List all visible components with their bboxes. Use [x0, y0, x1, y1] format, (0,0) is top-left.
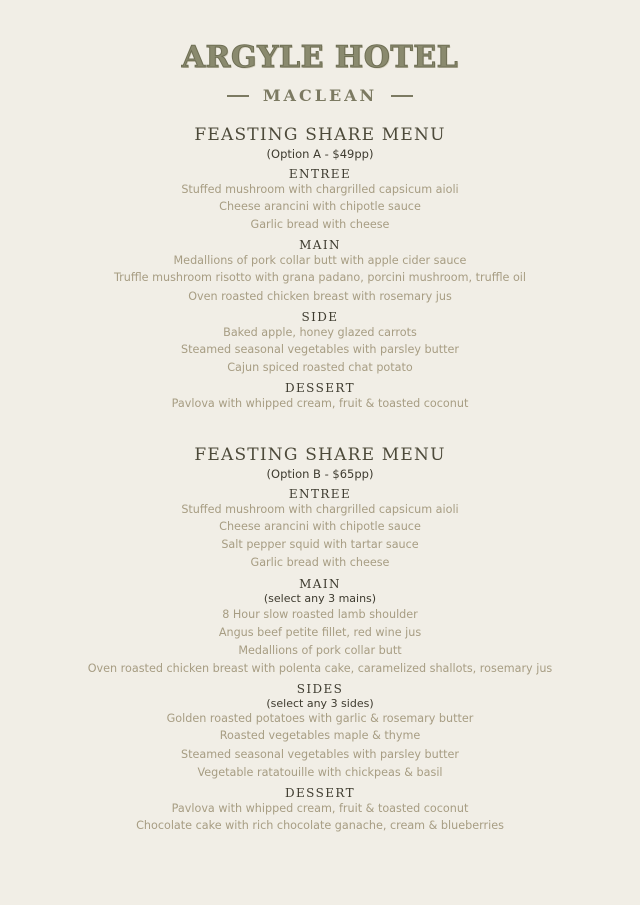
- menu-price: (Option A - $49pp): [266, 147, 374, 161]
- menu-item: Cajun spiced roasted chat potato: [227, 360, 413, 374]
- menu-option-a: [0, 124, 640, 412]
- menu-title: FEASTING SHARE MENU: [194, 125, 446, 145]
- menu-item: Stuffed mushroom with chargrilled capsicum aioli: [181, 183, 459, 196]
- menu-item: Medallions of pork collar butt: [238, 643, 402, 657]
- section-heading-entree: ENTREE: [288, 487, 352, 501]
- menu-item: Garlic bread with cheese: [250, 218, 390, 232]
- section-heading-side: SIDE: [301, 309, 339, 324]
- menu-item: Steamed seasonal vegetables with parsley butter: [180, 342, 460, 356]
- menu-item: Salt pepper squid with tartar sauce: [221, 538, 419, 552]
- menu-item: Steamed seasonal vegetables with parsley butter: [180, 747, 460, 761]
- right-rule: [391, 95, 413, 97]
- section-note: (select any 3 sides): [266, 697, 374, 711]
- menu-item: Angus beef petite fillet, red wine jus: [218, 625, 422, 639]
- left-rule: [227, 95, 249, 97]
- menu-item: Oven roasted chicken breast with rosemary jus: [188, 289, 452, 303]
- menu-item: 8 Hour slow roasted lamb shoulder: [222, 607, 418, 621]
- menu-item: Roasted vegetables maple & thyme: [219, 729, 421, 743]
- menu-item: Stuffed mushroom with chargrilled capsicum aioli: [181, 503, 459, 516]
- menu-item: Garlic bread with cheese: [250, 556, 390, 570]
- menu-item: Pavlova with whipped cream, fruit & toasted coconut: [171, 801, 469, 815]
- section-heading-dessert: DESSERT: [285, 381, 355, 396]
- hotel-name: ARGYLE HOTEL: [181, 40, 459, 75]
- location-name: MACLEAN: [262, 86, 378, 105]
- menu-item: Oven roasted chicken breast with polenta cake, caramelized shallots, rosemary jus: [87, 662, 553, 676]
- section-heading-entree: ENTREE: [288, 167, 352, 181]
- section-heading-sides: SIDES: [296, 682, 344, 697]
- menu-item: Truffle mushroom risotto with grana padano, porcini mushroom, truffle oil: [113, 271, 527, 285]
- menu-item: Cheese arancini with chipotle sauce: [219, 200, 421, 213]
- menu-title: FEASTING SHARE MENU: [194, 445, 446, 465]
- location-row: [0, 86, 640, 105]
- menu-item: Chocolate cake with rich chocolate ganache, cream & blueberries: [136, 818, 504, 832]
- section-note: (select any 3 mains): [263, 591, 377, 605]
- menu-option-b: [0, 444, 640, 835]
- section-heading-main: MAIN: [299, 238, 341, 253]
- menu-item: Golden roasted potatoes with garlic & rosemary butter: [166, 712, 474, 726]
- menu-item: Pavlova with whipped cream, fruit & toasted coconut: [171, 397, 469, 411]
- menu-item: Baked apple, honey glazed carrots: [223, 325, 417, 339]
- section-heading-main: MAIN: [299, 576, 341, 591]
- menu-item: Vegetable ratatouille with chickpeas & basil: [197, 765, 443, 779]
- menu-price: (Option B - $65pp): [266, 467, 374, 481]
- menu-item: Medallions of pork collar butt with apple cider sauce: [173, 254, 467, 268]
- section-heading-dessert: DESSERT: [285, 785, 355, 800]
- menu-item: Cheese arancini with chipotle sauce: [219, 520, 421, 533]
